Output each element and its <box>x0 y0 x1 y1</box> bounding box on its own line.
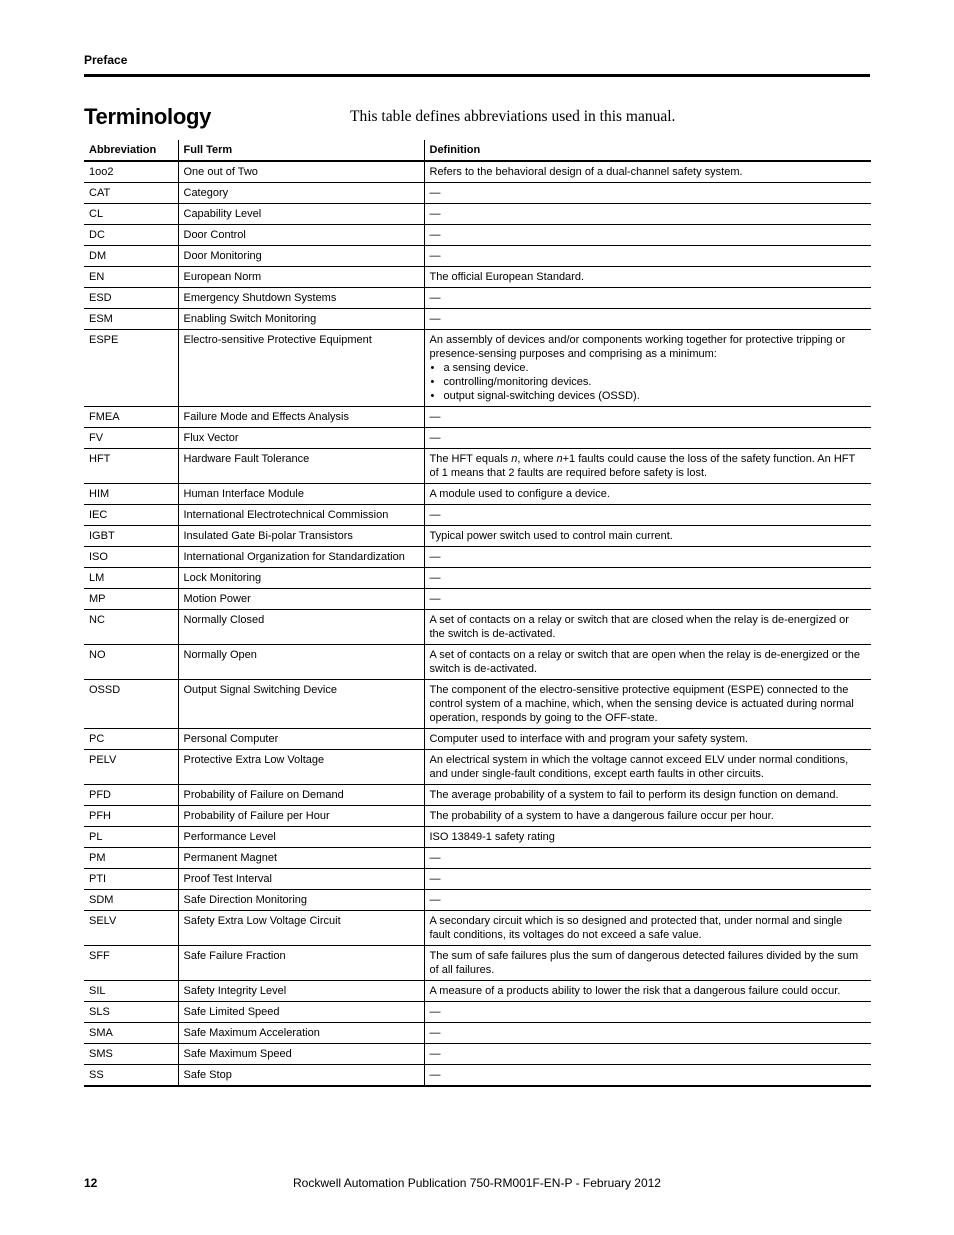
definition-text: +1 faults could cause the loss of the safety function. An HFT of 1 means that 2 faults are required before safety is lost. <box>429 453 856 479</box>
definition-cell <box>424 288 871 309</box>
table-row <box>84 183 871 204</box>
abbreviation-cell: NC <box>84 610 178 645</box>
definition-text: — <box>429 509 441 521</box>
table-row <box>84 806 871 827</box>
definition-cell <box>424 309 871 330</box>
definition-cell <box>424 890 871 911</box>
table-row <box>84 680 871 729</box>
definition-cell <box>424 505 871 526</box>
full-term-cell: Electro-sensitive Protective Equipment <box>178 330 424 407</box>
abbreviation-cell: ESD <box>84 288 178 309</box>
table-row <box>84 869 871 890</box>
definition-text: — <box>429 292 441 304</box>
definition-text: , where <box>517 453 557 465</box>
table-row <box>84 827 871 848</box>
definition-text: — <box>429 873 441 885</box>
definition-cell <box>424 526 871 547</box>
table-row <box>84 785 871 806</box>
abbreviation-cell: SELV <box>84 911 178 946</box>
definition-cell <box>424 547 871 568</box>
list-item: • controlling/monitoring devices. <box>430 375 867 389</box>
abbreviation-cell: 1oo2 <box>84 161 178 183</box>
table-row <box>84 330 871 407</box>
abbreviation-cell: FV <box>84 428 178 449</box>
full-term-cell: Safety Extra Low Voltage Circuit <box>178 911 424 946</box>
table-row <box>84 288 871 309</box>
definition-text: Computer used to interface with and program your safety system. <box>429 733 749 745</box>
table-row <box>84 981 871 1002</box>
full-term-cell: Normally Open <box>178 645 424 680</box>
definition-text: — <box>429 1048 441 1060</box>
definition-text: — <box>429 432 441 444</box>
full-term-cell: Door Monitoring <box>178 246 424 267</box>
table-row <box>84 729 871 750</box>
definition-variable: n <box>511 453 518 465</box>
full-term-cell: International Organization for Standardization <box>178 547 424 568</box>
column-header-abbreviation: Abbreviation <box>84 140 178 161</box>
full-term-cell: Permanent Magnet <box>178 848 424 869</box>
definition-text: — <box>429 187 441 199</box>
definition-cell <box>424 827 871 848</box>
table-row <box>84 407 871 428</box>
definition-cell <box>424 589 871 610</box>
full-term-cell: Safe Maximum Acceleration <box>178 1023 424 1044</box>
table-row <box>84 890 871 911</box>
abbreviation-cell: SFF <box>84 946 178 981</box>
definition-cell <box>424 428 871 449</box>
definition-text: — <box>429 593 441 605</box>
definition-cell <box>424 946 871 981</box>
abbreviation-cell: IGBT <box>84 526 178 547</box>
definition-cell <box>424 729 871 750</box>
definition-text: A secondary circuit which is so designed and protected that, under normal and single fault conditions, its voltages do not exceed a safe value. <box>429 915 843 941</box>
abbreviation-cell: PFH <box>84 806 178 827</box>
abbreviation-cell: PC <box>84 729 178 750</box>
list-item: • output signal-switching devices (OSSD). <box>430 389 867 403</box>
definition-text: The HFT equals <box>429 453 512 465</box>
abbreviation-cell: PTI <box>84 869 178 890</box>
header-rule <box>84 74 870 77</box>
definition-text: — <box>429 1069 441 1081</box>
abbreviation-cell: EN <box>84 267 178 288</box>
table-row <box>84 589 871 610</box>
abbreviation-cell: HFT <box>84 449 178 484</box>
definition-cell <box>424 750 871 785</box>
abbreviation-cell: PM <box>84 848 178 869</box>
definition-text: The sum of safe failures plus the sum of dangerous detected failures divided by the sum of all failures. <box>429 950 859 976</box>
table-row <box>84 267 871 288</box>
full-term-cell: Safety Integrity Level <box>178 981 424 1002</box>
definition-cell <box>424 806 871 827</box>
definition-cell <box>424 1044 871 1065</box>
definition-text: A set of contacts on a relay or switch that are open when the relay is de-energized or the switch is de-activated. <box>429 649 860 675</box>
definition-text: — <box>429 572 441 584</box>
table-row <box>84 750 871 785</box>
full-term-cell: Protective Extra Low Voltage <box>178 750 424 785</box>
table-row <box>84 505 871 526</box>
section-label: Preface <box>84 53 128 67</box>
definition-cell <box>424 267 871 288</box>
definition-text: — <box>429 411 441 423</box>
definition-cell <box>424 246 871 267</box>
table-row <box>84 246 871 267</box>
page-title: Terminology <box>84 104 212 129</box>
table-row <box>84 645 871 680</box>
table-row <box>84 911 871 946</box>
full-term-cell: Personal Computer <box>178 729 424 750</box>
definition-cell <box>424 1023 871 1044</box>
full-term-cell: Human Interface Module <box>178 484 424 505</box>
table-row <box>84 204 871 225</box>
table-row <box>84 526 871 547</box>
full-term-cell: Hardware Fault Tolerance <box>178 449 424 484</box>
table-row <box>84 484 871 505</box>
full-term-cell: Probability of Failure on Demand <box>178 785 424 806</box>
page-number: 12 <box>84 1176 98 1190</box>
table-row <box>84 547 871 568</box>
abbreviation-cell: SLS <box>84 1002 178 1023</box>
full-term-cell: European Norm <box>178 267 424 288</box>
full-term-cell: Performance Level <box>178 827 424 848</box>
full-term-cell: Probability of Failure per Hour <box>178 806 424 827</box>
full-term-cell: Output Signal Switching Device <box>178 680 424 729</box>
definition-cell <box>424 848 871 869</box>
abbreviation-cell: LM <box>84 568 178 589</box>
definition-cell <box>424 1065 871 1087</box>
abbreviation-cell: ESM <box>84 309 178 330</box>
table-row <box>84 946 871 981</box>
abbreviation-cell: ESPE <box>84 330 178 407</box>
abbreviation-cell: SMS <box>84 1044 178 1065</box>
terminology-table <box>84 140 871 1087</box>
table-row <box>84 1065 871 1087</box>
full-term-cell: Motion Power <box>178 589 424 610</box>
full-term-cell: Insulated Gate Bi-polar Transistors <box>178 526 424 547</box>
abbreviation-cell: ISO <box>84 547 178 568</box>
abbreviation-cell: CL <box>84 204 178 225</box>
definition-cell <box>424 484 871 505</box>
definition-cell <box>424 449 871 484</box>
table-row <box>84 428 871 449</box>
abbreviation-cell: IEC <box>84 505 178 526</box>
abbreviation-cell: MP <box>84 589 178 610</box>
full-term-cell: Failure Mode and Effects Analysis <box>178 407 424 428</box>
table-row <box>84 1044 871 1065</box>
abbreviation-cell: SDM <box>84 890 178 911</box>
intro-text: This table defines abbreviations used in this manual. <box>350 108 676 125</box>
definition-text: — <box>429 1027 441 1039</box>
definition-cell <box>424 568 871 589</box>
full-term-cell: Flux Vector <box>178 428 424 449</box>
definition-text: The average probability of a system to fail to perform its design function on demand. <box>429 789 839 801</box>
column-header-definition: Definition <box>424 140 871 161</box>
definition-text: The official European Standard. <box>429 271 585 283</box>
definition-text: — <box>429 208 441 220</box>
full-term-cell: Safe Limited Speed <box>178 1002 424 1023</box>
definition-cell <box>424 1002 871 1023</box>
abbreviation-cell: CAT <box>84 183 178 204</box>
full-term-cell: Enabling Switch Monitoring <box>178 309 424 330</box>
definition-variable: n <box>556 453 563 465</box>
definition-text: A module used to configure a device. <box>429 488 610 500</box>
full-term-cell: Door Control <box>178 225 424 246</box>
abbreviation-cell: FMEA <box>84 407 178 428</box>
table-row <box>84 1002 871 1023</box>
definition-cell <box>424 610 871 645</box>
abbreviation-cell: SS <box>84 1065 178 1087</box>
definition-cell <box>424 183 871 204</box>
definition-cell <box>424 680 871 729</box>
definition-text: An electrical system in which the voltage cannot exceed ELV under normal conditions, and under single-fault conditions, except earth faults in other circuits. <box>429 754 849 780</box>
list-item: • a sensing device. <box>430 361 867 375</box>
definition-text: Typical power switch used to control main current. <box>429 530 673 542</box>
definition-text: ISO 13849-1 safety rating <box>429 831 555 843</box>
definition-text: — <box>429 313 441 325</box>
definition-cell <box>424 407 871 428</box>
table-header-row <box>84 140 871 161</box>
definition-cell <box>424 225 871 246</box>
table-row <box>84 161 871 183</box>
full-term-cell: Safe Maximum Speed <box>178 1044 424 1065</box>
table-row <box>84 449 871 484</box>
definition-cell <box>424 161 871 183</box>
definition-cell <box>424 330 871 407</box>
abbreviation-cell: PL <box>84 827 178 848</box>
table-row <box>84 568 871 589</box>
abbreviation-cell: PFD <box>84 785 178 806</box>
publication-footer: Rockwell Automation Publication 750-RM001F-EN-P - February 2012 <box>293 1176 661 1190</box>
definition-list <box>430 361 867 403</box>
abbreviation-cell: HIM <box>84 484 178 505</box>
abbreviation-cell: SMA <box>84 1023 178 1044</box>
definition-cell <box>424 645 871 680</box>
table-row <box>84 309 871 330</box>
definition-text: — <box>429 894 441 906</box>
table-row <box>84 610 871 645</box>
full-term-cell: Emergency Shutdown Systems <box>178 288 424 309</box>
definition-text: — <box>429 551 441 563</box>
definition-cell <box>424 911 871 946</box>
column-header-full-term: Full Term <box>178 140 424 161</box>
definition-text: An assembly of devices and/or components working together for protective tripping or presence-sensing purposes and comprising as a minimum: <box>429 334 846 360</box>
full-term-cell: Safe Direction Monitoring <box>178 890 424 911</box>
abbreviation-cell: DC <box>84 225 178 246</box>
abbreviation-cell: NO <box>84 645 178 680</box>
abbreviation-cell: DM <box>84 246 178 267</box>
full-term-cell: One out of Two <box>178 161 424 183</box>
full-term-cell: Proof Test Interval <box>178 869 424 890</box>
definition-text: The probability of a system to have a dangerous failure occur per hour. <box>429 810 774 822</box>
definition-cell <box>424 869 871 890</box>
table-row <box>84 225 871 246</box>
definition-text: A measure of a products ability to lower the risk that a dangerous failure could occur. <box>429 985 841 997</box>
definition-text: — <box>429 250 441 262</box>
definition-text: The component of the electro-sensitive protective equipment (ESPE) connected to the control system of a machine, which, when the sensing device is actuated during normal operation, responds by going to the OFF-state. <box>429 684 854 724</box>
definition-cell <box>424 981 871 1002</box>
table-row <box>84 848 871 869</box>
full-term-cell: Safe Failure Fraction <box>178 946 424 981</box>
full-term-cell: Safe Stop <box>178 1065 424 1087</box>
full-term-cell: Normally Closed <box>178 610 424 645</box>
definition-text: — <box>429 1006 441 1018</box>
definition-text: — <box>429 229 441 241</box>
definition-text: — <box>429 852 441 864</box>
definition-cell <box>424 204 871 225</box>
definition-text: A set of contacts on a relay or switch that are closed when the relay is de-energized or the switch is de-activated. <box>429 614 849 640</box>
full-term-cell: Capability Level <box>178 204 424 225</box>
abbreviation-cell: OSSD <box>84 680 178 729</box>
abbreviation-cell: SIL <box>84 981 178 1002</box>
abbreviation-cell: PELV <box>84 750 178 785</box>
full-term-cell: Lock Monitoring <box>178 568 424 589</box>
definition-cell <box>424 785 871 806</box>
definition-text: Refers to the behavioral design of a dual-channel safety system. <box>429 166 743 178</box>
full-term-cell: Category <box>178 183 424 204</box>
full-term-cell: International Electrotechnical Commission <box>178 505 424 526</box>
table-row <box>84 1023 871 1044</box>
